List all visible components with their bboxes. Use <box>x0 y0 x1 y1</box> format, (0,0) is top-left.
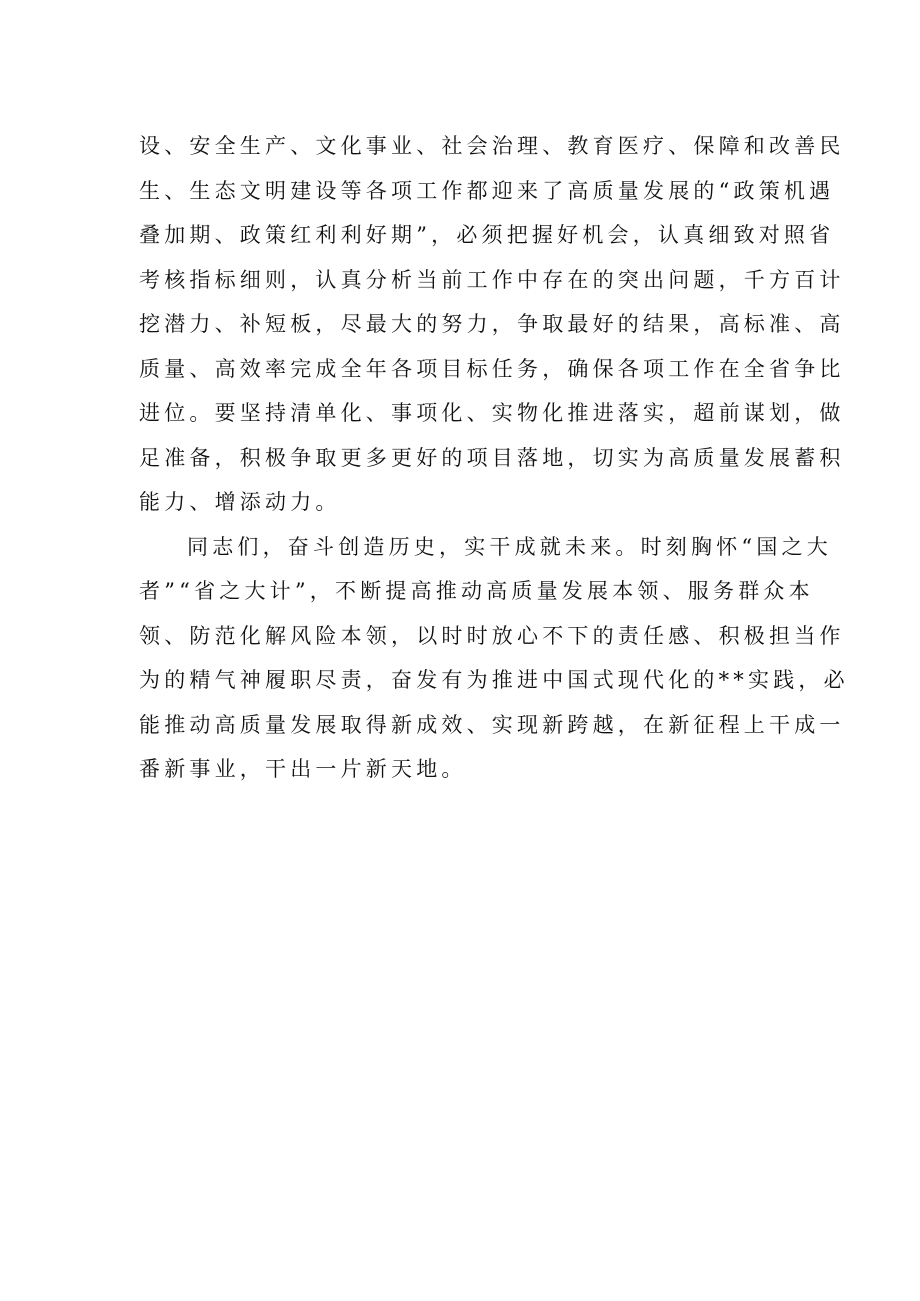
paragraph-2 <box>139 525 849 792</box>
document-body <box>139 124 849 792</box>
text-line: 足准备，积极争取更多更好的项目落地，切实为高质量发展蓄积 <box>139 445 845 470</box>
text-line: 能力、增添动力。 <box>139 490 341 514</box>
text-line: 领、防范化解风险本领，以时时放心不下的责任感、积极担当作 <box>139 623 845 648</box>
text-line: 考核指标细则，认真分析当前工作中存在的突出问题，千方百计 <box>139 267 845 292</box>
text-line: 者”“省之大计”，不断提高推动高质量发展本领、服务群众本 <box>139 579 814 603</box>
text-line: 生、生态文明建设等各项工作都迎来了高质量发展的“政策机遇 <box>139 178 835 203</box>
text-line: 设、安全生产、文化事业、社会治理、教育医疗、保障和改善民 <box>139 134 845 158</box>
text-line: 质量、高效率完成全年各项目标任务，确保各项工作在全省争比 <box>139 356 845 381</box>
text-line: 挖潜力、补短板，尽最大的努力，争取最好的结果，高标准、高 <box>139 312 845 336</box>
text-line: 番新事业，干出一片新天地。 <box>139 757 467 781</box>
text-line: 能推动高质量发展取得新成效、实现新跨越，在新征程上干成一 <box>139 712 845 737</box>
paragraph-1 <box>139 124 845 525</box>
text-line: 叠加期、政策红利利好期”，必须把握好机会，认真细致对照省 <box>139 223 835 247</box>
text-line: 进位。要坚持清单化、事项化、实物化推进落实，超前谋划，做 <box>139 401 845 425</box>
text-line: 同志们，奋斗创造历史，实干成就未来。时刻胸怀“国之大 <box>187 534 832 559</box>
text-line: 为的精气神履职尽责，奋发有为推进中国式现代化的**实践，必 <box>139 668 849 692</box>
